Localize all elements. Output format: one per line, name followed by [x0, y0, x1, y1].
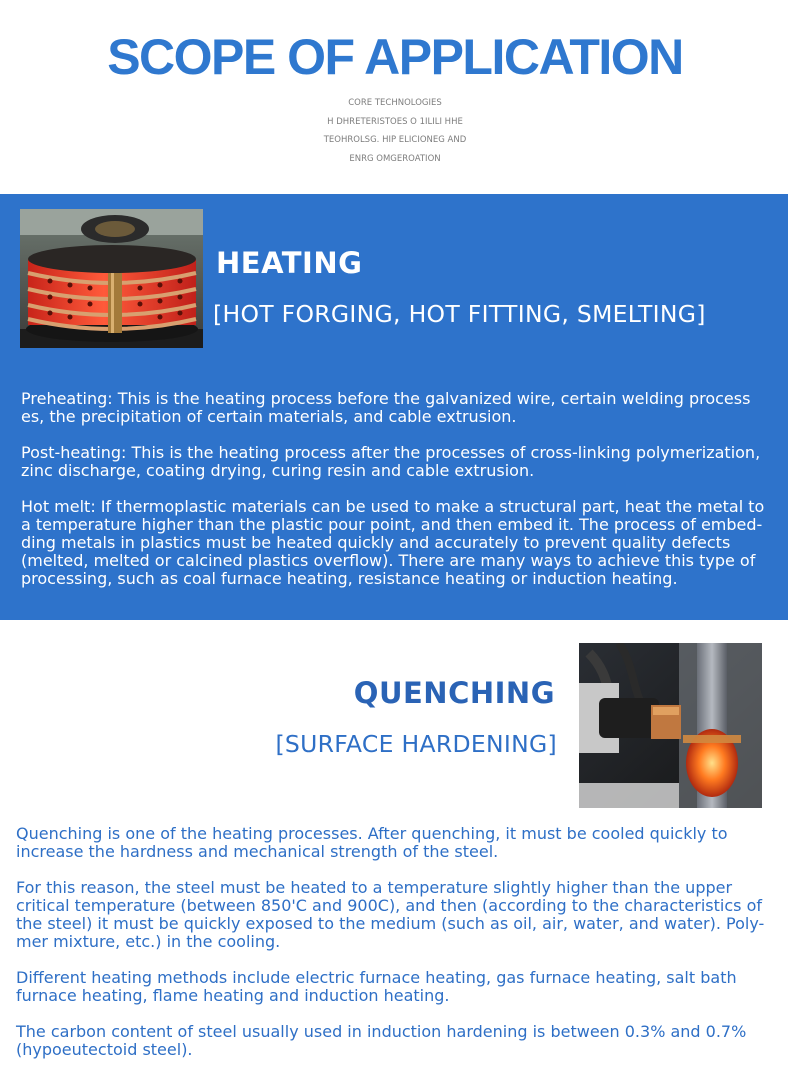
heating-section	[0, 194, 788, 620]
quenching-paragraph-methods: Different heating methods include electric furnace heating, gas furnace heating, salt bath furnace heating, flame heating and induction heating.	[16, 968, 737, 1005]
subtitle-line: CORE TECHNOLOGIES	[348, 98, 442, 108]
heating-paragraph-preheating: Preheating: This is the heating process before the galvanized wire, certain welding process es, the precipitation of certain materials, and cable extrusion.	[21, 389, 751, 426]
quenching-title: QUENCHING	[353, 676, 555, 710]
page-subtitle	[0, 94, 790, 168]
header-section	[0, 0, 790, 194]
heating-description	[21, 390, 776, 606]
subtitle-line: H DHRETERISTOES O 1ILILI HHE	[327, 116, 463, 127]
quenching-section	[0, 620, 790, 1092]
induction-heating-coil-photo	[20, 209, 203, 348]
quenching-paragraph-intro: Quenching is one of the heating processes. After quenching, it must be cooled quickly to increase the hardness and mechanical strength of the steel.	[16, 824, 728, 861]
page-title: SCOPE OF APPLICATION	[107, 29, 683, 85]
heating-title: HEATING	[216, 246, 363, 280]
heating-paragraph-post-heating: Post-heating: This is the heating process after the processes of cross-linking polymerization, zinc discharge, coating drying, curing resin and cable extrusion.	[21, 443, 761, 480]
subtitle-line: TEOHROLSG. HIP ELICIONEG AND	[323, 135, 467, 145]
subtitle-line: ENRG OMGEROATION	[349, 153, 441, 164]
quenching-paragraph-carbon: The carbon content of steel usually used in induction hardening is between 0.3% and 0.7% (hypoeutectoid steel).	[16, 1022, 747, 1059]
heating-paragraph-hot-melt: Hot melt: If thermoplastic materials can be used to make a structural part, heat the metal to a temperature higher than the plastic pour point, and then embed it. The process of embed-ding metals in plastics must be heated quickly and accurately to prevent quality defects (melted, melted or calcined plastics overflow). There are many ways to achieve this type of processing, such as coal furnace heating, resistance heating or induction heating.	[21, 497, 765, 588]
quenching-subtitle: [SURFACE HARDENING]	[275, 730, 557, 758]
induction-hardening-photo	[579, 643, 762, 808]
heating-subtitle: [HOT FORGING, HOT FITTING, SMELTING]	[213, 300, 706, 328]
quenching-description	[16, 825, 776, 1077]
quenching-paragraph-temperature: For this reason, the steel must be heated to a temperature slightly higher than the upper critical temperature (between 850'C and 900C), and then (according to the characteristics of the steel) it must be quickly exposed to the medium (such as oil, air, water, and water). Poly-mer mixture, etc.) in the cooling.	[16, 878, 765, 951]
